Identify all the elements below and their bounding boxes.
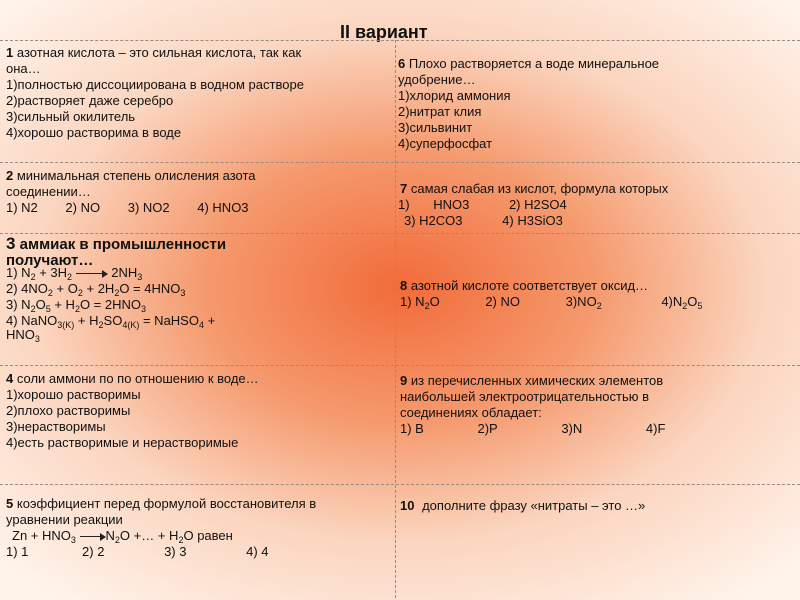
arrow-icon: [76, 270, 108, 278]
answer-option: 4) 4: [246, 544, 269, 559]
question-text: минимальная степень олисления азота: [16, 168, 256, 183]
question-4: [6, 371, 259, 451]
answer-option: 3) NO2: [127, 200, 170, 215]
question-text: соединении…: [6, 184, 91, 199]
answer-option: 2)растворяет даже серебро: [6, 93, 174, 108]
row-divider: [0, 484, 800, 485]
page-title: II вариант: [340, 22, 428, 42]
answer-option: 4) H3SiO3: [502, 213, 563, 228]
question-number: 5: [6, 496, 14, 511]
question-text: Плохо растворяется а воде минеральное: [408, 56, 660, 71]
question-9: [400, 373, 665, 437]
question-text: удобрение…: [398, 72, 476, 87]
question-number: 6: [398, 56, 406, 71]
answer-option: 2) H2SO4: [508, 197, 567, 212]
answer-option: 1) B: [400, 421, 424, 436]
answer-option: 2)P: [477, 421, 498, 436]
row-divider: [0, 365, 800, 366]
answer-option: 1) $N_2O$: [400, 294, 440, 311]
question-text: дополните фразу «нитраты – это …»: [422, 498, 646, 513]
question-text: азотная кислота – это сильная кислота, так как: [16, 45, 302, 60]
question-1: [6, 45, 304, 141]
answer-option: 1) $N_2 + 3H_2$ $2NH_3$: [6, 265, 143, 282]
question-text: получают…: [6, 252, 94, 269]
answer-option: 2) 2: [82, 544, 105, 559]
row-divider: [0, 233, 800, 234]
answer-option: 1): [398, 197, 410, 212]
answer-option: 2) $4NO_2 + O_2 + 2H_2O = 4HNO_3$: [6, 281, 186, 298]
answer-option: $3)NO_2$: [565, 294, 602, 311]
question-text: из перечисленных химических элементов: [410, 373, 664, 388]
question-3: [6, 234, 227, 344]
answer-option: 4) HNO3: [197, 200, 249, 215]
question-7: [398, 181, 668, 229]
answer-option: 2)нитрат клия: [398, 104, 482, 119]
question-number: 2: [6, 168, 14, 183]
question-number: 9: [400, 373, 408, 388]
answer-option: 4) NaNO$_{3(K)}$ + $H_2SO_{4(K)}$ = NaHSO$_4$ +: [6, 313, 216, 330]
answer-option: $HNO_3$: [6, 327, 40, 344]
answer-option: 4)хорошо растворима в воде: [6, 125, 182, 140]
question-text: коэффициент перед формулой восстановителя в: [16, 496, 317, 511]
question-text: уравнении реакции: [6, 512, 123, 527]
arrow-icon: [80, 533, 106, 541]
answer-option: 1) 1: [6, 544, 29, 559]
question-text: наибольшей электроотрицательностью в: [400, 389, 650, 404]
answer-option: $4)N_2O_5$: [661, 294, 703, 311]
answer-option: 3)сильвинит: [398, 120, 473, 135]
answer-option: 2)плохо растворимы: [6, 403, 131, 418]
question-text: самая слабая из кислот, формула которых: [410, 181, 669, 196]
question-text: соли аммони по по отношению к воде…: [16, 371, 259, 386]
row-divider: [0, 40, 800, 41]
answer-option: 2) NO: [65, 200, 101, 215]
question-number: 4: [6, 371, 14, 386]
question-5: [6, 496, 316, 560]
answer-option: 1)хорошо растворимы: [6, 387, 141, 402]
answer-option: 4)суперфосфат: [398, 136, 493, 151]
answer-option: 3) $N_2O_5 + H_2O = 2HNO_3$: [6, 297, 147, 314]
question-text: азотной кислоте соответствует оксид…: [410, 278, 649, 293]
column-divider: [395, 40, 396, 598]
question-number: 8: [400, 278, 408, 293]
question-8: [400, 278, 702, 310]
answer-option: 3) H2CO3: [404, 213, 463, 228]
answer-option: 2) NO: [485, 294, 520, 309]
answer-option: 1)полностью диссоциирована в водном растворе: [6, 77, 304, 92]
question-number: 1: [6, 45, 14, 60]
answer-option: 1)хлорид аммония: [398, 88, 511, 103]
answer-option: 1) N2: [6, 200, 38, 215]
answer-option: 4)F: [645, 421, 666, 436]
question-6: [398, 56, 659, 152]
question-text: она…: [6, 61, 41, 76]
question-text: аммиак в промышленности: [19, 236, 227, 253]
reaction-equation: $Zn + HNO_3$ $N_2O$ +… + $H_2O$ равен: [12, 528, 233, 545]
answer-option: 3)сильный окилитель: [6, 109, 136, 124]
question-number: 7: [400, 181, 408, 196]
question-number: 3: [6, 234, 16, 253]
answer-option: 3) 3: [164, 544, 187, 559]
question-number: 10: [400, 498, 415, 513]
question-10: [400, 498, 645, 514]
row-divider: [0, 162, 800, 163]
answer-option: 3)нерастворимы: [6, 419, 106, 434]
answer-option: 4)есть растворимые и нерастворимые: [6, 435, 239, 450]
answer-option-value: HNO3: [433, 197, 470, 212]
question-text: соединениях обладает:: [400, 405, 542, 420]
answer-option: 3)N: [561, 421, 583, 436]
question-2: [6, 168, 256, 216]
